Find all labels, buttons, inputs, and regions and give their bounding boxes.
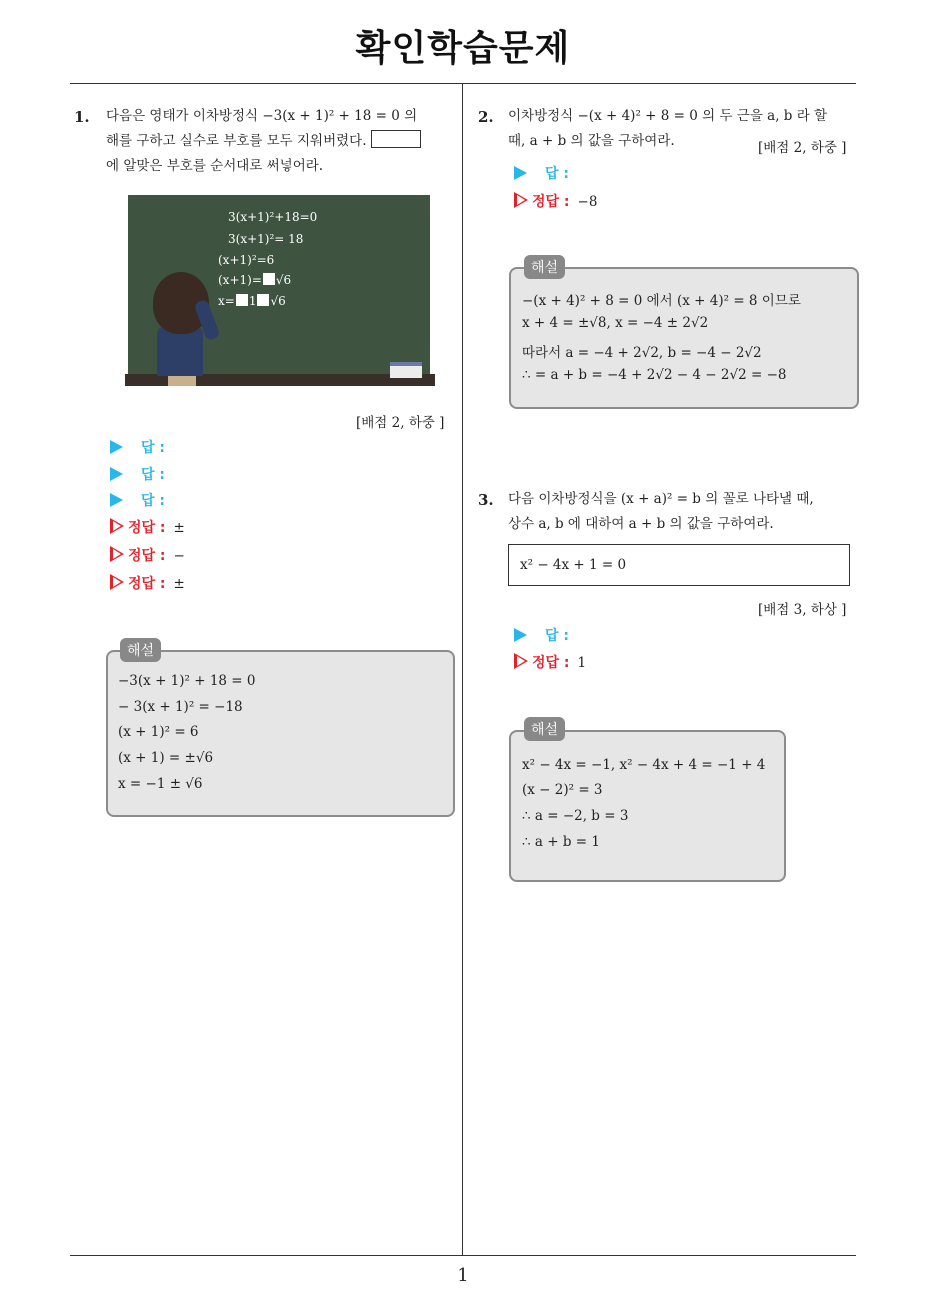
answer-row (514, 625, 569, 647)
outline-triangle-icon (110, 546, 124, 562)
correct-answer-row (110, 517, 185, 539)
solution-line: x = −1 ± √6 (118, 776, 203, 792)
outline-triangle-icon (110, 518, 124, 534)
correct-answer-label: 정답 : (532, 194, 570, 210)
question-1-text (106, 104, 458, 179)
correct-answer-value: − (173, 548, 185, 564)
student-legs (168, 376, 196, 386)
question-3-line2: 상수 a, b 에 대하여 a + b 의 값을 구하여라. (508, 516, 774, 532)
chalk-line-5 (218, 294, 286, 308)
header-divider (70, 83, 856, 84)
question-3-line1: 다음 이차방정식을 (x + a)² = b 의 꼴로 나타낼 때, (508, 491, 814, 507)
play-triangle-icon (514, 628, 527, 642)
solution-line: x + 4 = ±√8, x = −4 ± 2√2 (522, 315, 709, 331)
equation-text: x² − 4x + 1 = 0 (520, 557, 627, 573)
question-3-number: 3. (478, 491, 494, 509)
solution-tag: 해설 (524, 255, 565, 279)
column-divider (462, 84, 463, 1256)
play-triangle-icon (110, 493, 123, 507)
question-3-score: [배점 3, 하상 ] (758, 602, 847, 618)
solution-line: (x + 1)² = 6 (118, 724, 199, 740)
question-1-line2 (106, 129, 458, 154)
footer-divider (70, 1255, 856, 1256)
question-1-number: 1. (74, 108, 90, 126)
correct-answer-label: 정답 : (128, 576, 166, 592)
answer-row (514, 163, 569, 185)
chalk-line-5-mid: 1 (248, 294, 257, 308)
correct-answer-row (110, 573, 185, 595)
correct-answer-label: 정답 : (532, 655, 570, 671)
chalk-blank-box (263, 273, 275, 285)
correct-answer-row (110, 545, 185, 567)
question-2-score: [배점 2, 하중 ] (758, 140, 847, 156)
answer-label: 답 : (141, 467, 165, 483)
question-2-number: 2. (478, 108, 494, 126)
chalk-line-4-left: (x+1)= (218, 273, 262, 287)
question-1-line2-text: 해를 구하고 실수로 부호를 모두 지워버렸다. (106, 133, 367, 149)
answer-row (110, 464, 165, 486)
question-3-text (508, 487, 858, 537)
play-triangle-icon (110, 467, 123, 481)
chalk-line-1: 3(x+1)²+18=0 (228, 210, 318, 224)
chalk-line-2: 3(x+1)²= 18 (228, 232, 304, 246)
answer-label: 답 : (141, 440, 165, 456)
chalk-line-4 (218, 273, 291, 287)
solution-line: (x + 1) = ±√6 (118, 750, 214, 766)
correct-answer-value: −8 (577, 194, 598, 210)
solution-line: − 3(x + 1)² = −18 (118, 699, 243, 715)
chalk-blank-box (257, 294, 269, 306)
correct-answer-row (514, 652, 586, 674)
outline-triangle-icon (514, 192, 528, 208)
question-1-line3: 에 알맞은 부호를 순서대로 써넣어라. (106, 158, 324, 174)
chalk-line-3: (x+1)²=6 (218, 253, 275, 267)
chalk-line-5-left: x= (218, 294, 235, 308)
question-1-line1: 다음은 영태가 이차방정식 −3(x + 1)² + 18 = 0 의 (106, 108, 418, 124)
page-number: 1 (457, 1265, 469, 1286)
outline-triangle-icon (110, 574, 124, 590)
correct-answer-value: ± (173, 576, 185, 592)
eraser-icon (390, 362, 422, 378)
answer-row (110, 490, 165, 512)
page-title: 확인학습문제 (355, 28, 571, 69)
solution-box (509, 730, 786, 882)
play-triangle-icon (514, 166, 527, 180)
play-triangle-icon (110, 440, 123, 454)
question-2-line1: 이차방정식 −(x + 4)² + 8 = 0 의 두 근을 a, b 라 할 (508, 108, 828, 124)
correct-answer-row (514, 191, 597, 213)
answer-label: 답 : (545, 628, 569, 644)
correct-answer-label: 정답 : (128, 548, 166, 564)
chalk-blank-box (236, 294, 248, 306)
solution-line: −(x + 4)² + 8 = 0 에서 (x + 4)² = 8 이므로 (522, 293, 801, 309)
answer-row (110, 437, 165, 459)
question-1-score: [배점 2, 하중 ] (356, 415, 445, 431)
solution-tag: 해설 (524, 717, 565, 741)
solution-line: x² − 4x = −1, x² − 4x + 4 = −1 + 4 (522, 757, 766, 773)
solution-line: ∴ a + b = 1 (522, 834, 600, 850)
correct-answer-value: 1 (577, 655, 587, 671)
chalk-line-4-right: √6 (275, 273, 292, 287)
solution-tag: 해설 (120, 638, 161, 662)
answer-label: 답 : (545, 166, 569, 182)
solution-line: 따라서 a = −4 + 2√2, b = −4 − 2√2 (522, 345, 762, 361)
solution-line: −3(x + 1)² + 18 = 0 (118, 673, 256, 689)
solution-line: ∴ a = −2, b = 3 (522, 808, 629, 824)
answer-label: 답 : (141, 493, 165, 509)
solution-line: (x − 2)² = 3 (522, 782, 603, 798)
answer-blank-box (371, 130, 421, 148)
correct-answer-label: 정답 : (128, 520, 166, 536)
solution-line: ∴ = a + b = −4 + 2√2 − 4 − 2√2 = −8 (522, 367, 787, 383)
question-2-line2: 때, a + b 의 값을 구하여라. (508, 133, 675, 149)
outline-triangle-icon (514, 653, 528, 669)
chalk-line-5-right: √6 (270, 294, 286, 308)
correct-answer-value: ± (173, 520, 185, 536)
